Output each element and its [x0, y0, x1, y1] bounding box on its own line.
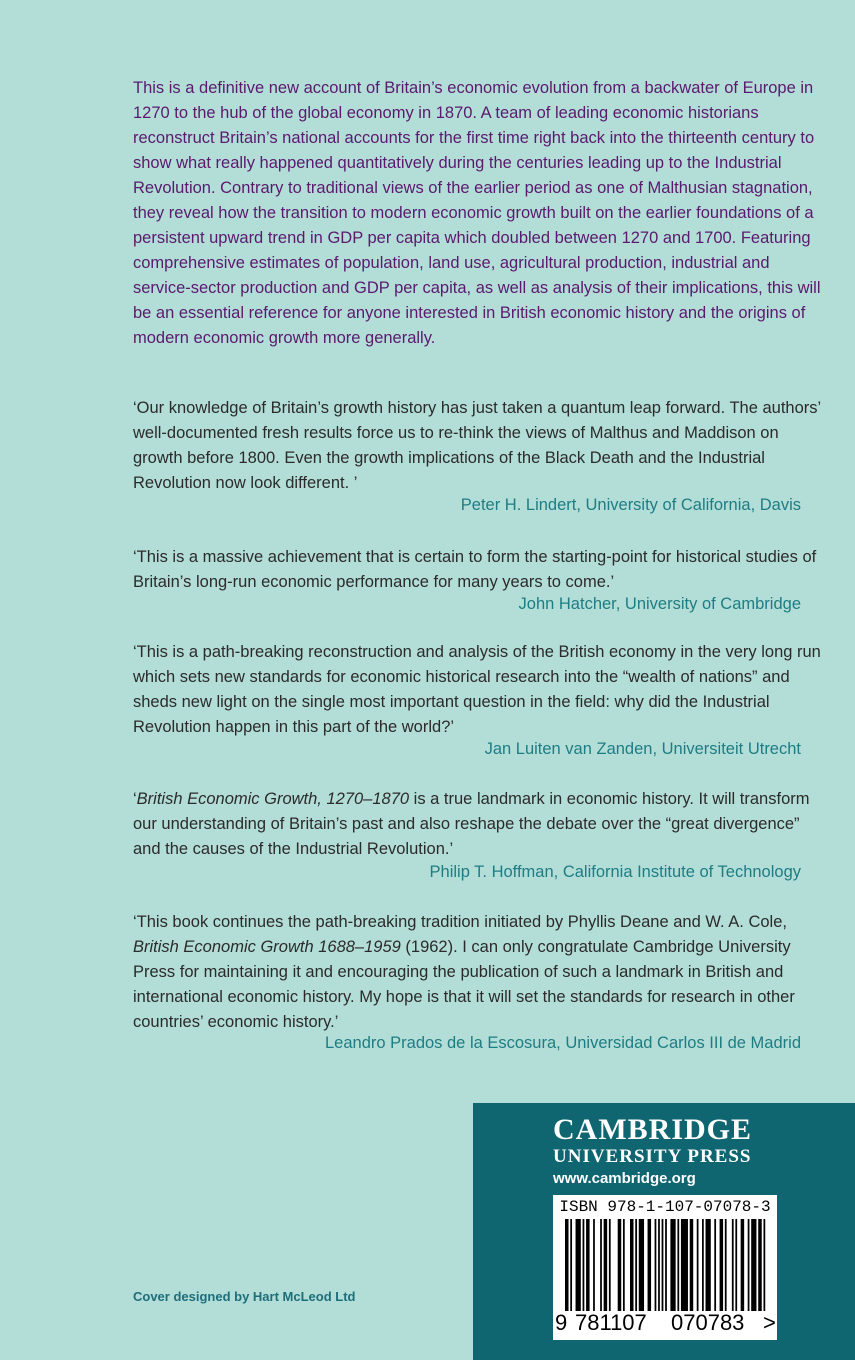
publisher-website[interactable]: www.cambridge.org	[553, 1170, 696, 1187]
barcode-bar	[725, 1219, 727, 1311]
barcode-bar	[662, 1219, 664, 1311]
barcode-bar	[635, 1219, 637, 1311]
barcode-bar	[658, 1219, 660, 1311]
barcode-bar	[720, 1219, 724, 1311]
barcode-bar	[681, 1219, 688, 1311]
barcode-bar	[630, 1219, 634, 1311]
quote-attribution-3: Jan Luiten van Zanden, Universiteit Utrecht	[484, 740, 801, 758]
barcode-bar	[665, 1219, 667, 1311]
book-description	[133, 76, 823, 351]
barcode-bar	[609, 1219, 611, 1311]
quote-text	[133, 787, 823, 862]
quote-open: ‘This book continues the path-breaking tradition initiated by Phyllis Deane and W. A. Cole,	[133, 913, 787, 931]
review-quote-4	[133, 787, 823, 862]
quote-text	[133, 910, 823, 1035]
barcode-bar	[751, 1219, 756, 1311]
review-quote-3	[133, 640, 823, 740]
barcode-bar	[648, 1219, 652, 1311]
barcode-group-1: 781107	[575, 1310, 647, 1335]
barcode-bar	[655, 1219, 657, 1311]
publisher-name: CAMBRIDGE	[553, 1113, 753, 1146]
barcode-bar	[690, 1219, 694, 1311]
barcode-bar	[732, 1219, 734, 1311]
publisher-panel	[473, 1103, 855, 1360]
barcode-bar	[714, 1219, 716, 1311]
barcode-bar	[593, 1219, 595, 1311]
barcode-bar	[748, 1219, 750, 1311]
barcode-bar	[758, 1219, 762, 1311]
book-title: British Economic Growth, 1270–1870	[136, 790, 410, 808]
isbn-label: ISBN 978-1-107-07078-3	[559, 1198, 771, 1216]
quote-text: ‘This is a massive achievement that is certain to form the starting-point for historical studies of Britain’s long-run economic performance for many years to come.’	[133, 548, 817, 591]
barcode-bar	[741, 1219, 745, 1311]
publisher-press: UNIVERSITY PRESS	[553, 1146, 752, 1167]
review-quote-2	[133, 545, 823, 595]
quote-rest: is a true landmark in economic history. It will transform our understanding of Britain’s past and also reshape the debate over the “great divergence” and the causes of the Industrial Revolution.’	[133, 790, 810, 858]
quote-text: ‘This is a path-breaking reconstruction and analysis of the British economy in the very long run which sets new standards for economic historical research into the “wealth of nations” and sheds new light on the single most important question in the field: why did the Industrial Revolution happen in this part of the world?’	[133, 643, 821, 736]
description-text: This is a definitive new account of Britain’s economic evolution from a backwater of Europe in 1270 to the hub of the global economy in 1870. A team of leading economic historians reconstruct Britain’s national accounts for the first time right back into the thirteenth century to show what really happened quantitatively during the centuries leading up to the Industrial Revolution. Contrary to traditional views of the earlier period as one of Malthusian stagnation, they reveal how the transition to modern economic growth built on the earlier foundations of a persistent upward trend in GDP per capita which doubled between 1270 and 1700. Featuring comprehensive estimates of population, land use, agricultural production, industrial and service-sector production and GDP per capita, as well as analysis of their implications, this will be an essential reference for anyone interested in British economic history and the origins of modern economic growth more generally.	[133, 79, 821, 347]
barcode-bar	[583, 1219, 585, 1311]
book-title: British Economic Growth 1688–1959	[133, 938, 401, 956]
quote-open: ‘	[133, 790, 137, 808]
review-quote-5	[133, 910, 823, 1035]
barcode-bar	[735, 1219, 737, 1311]
barcode-bar	[677, 1219, 679, 1311]
quote-text: ‘Our knowledge of Britain’s growth history has just taken a quantum leap forward. The authors’ well-documented fresh results force us to re-think the views of Malthus and Maddison on growth before 1800. Even the growth implications of the Black Death and the Industrial Revolution now look different. ’	[133, 399, 821, 492]
barcode-lead-digit: 9	[555, 1310, 568, 1335]
barcode-bar	[623, 1219, 625, 1311]
barcode-group-2: 070783	[671, 1310, 745, 1335]
quote-attribution-4: Philip T. Hoffman, California Institute of Technology	[429, 863, 801, 881]
barcode-bar	[576, 1219, 581, 1311]
barcode-bar	[639, 1219, 644, 1311]
barcode-bar	[618, 1219, 622, 1311]
barcode-bar	[670, 1219, 675, 1311]
barcode	[553, 1195, 777, 1340]
quote-attribution-2: John Hatcher, University of Cambridge	[518, 595, 801, 613]
review-quote-1	[133, 396, 823, 496]
barcode-bar	[763, 1219, 765, 1311]
barcode-bar	[706, 1219, 711, 1311]
barcode-bar	[586, 1219, 590, 1311]
barcode-bar	[702, 1219, 704, 1311]
quote-rest: (1962). I can only congratulate Cambridge University Press for maintaining it and encouraging the publication of such a landmark in British and international economic history. My hope is that it will set the standards for research in other countries’ economic history.’	[133, 938, 795, 1031]
barcode-bars	[565, 1219, 767, 1311]
cover-credit: Cover designed by Hart McLeod Ltd	[133, 1289, 356, 1304]
quote-attribution-1: Peter H. Lindert, University of California, Davis	[460, 496, 801, 514]
quote-attribution-5: Leandro Prados de la Escosura, Universidad Carlos III de Madrid	[325, 1034, 801, 1052]
barcode-bar	[604, 1219, 608, 1311]
barcode-bar	[697, 1219, 699, 1311]
barcode-bar	[570, 1219, 572, 1311]
barcode-bar	[600, 1219, 602, 1311]
barcode-bar	[565, 1219, 569, 1311]
barcode-end-mark: >	[763, 1310, 776, 1335]
